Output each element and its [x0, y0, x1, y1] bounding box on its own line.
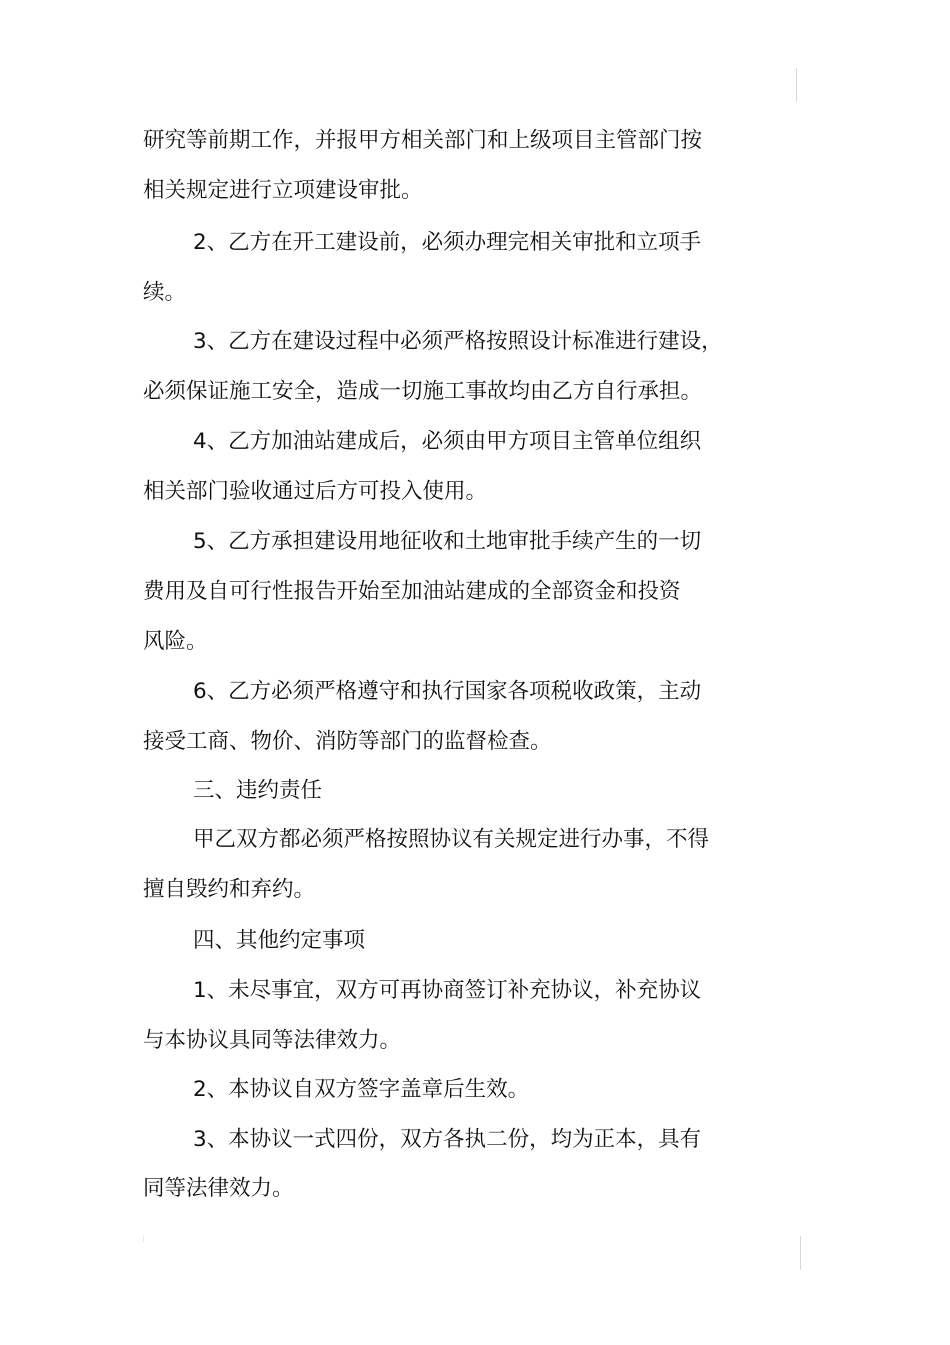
paragraph-line: 必须保证施工安全，造成一切施工事故均由乙方自行承担。	[143, 379, 703, 404]
paragraph-line: 风险。	[143, 629, 208, 654]
page-edge-mark	[796, 68, 797, 102]
paragraph-line: 相关规定进行立项建设审批。	[143, 178, 423, 203]
paragraph-line: 接受工商、物价、消防等部门的监督检查。	[143, 729, 552, 754]
page-edge-mark	[143, 1236, 144, 1242]
paragraph-line: 5、乙方承担建设用地征收和土地审批手续产生的一切	[193, 529, 702, 554]
paragraph-line: 4、乙方加油站建成后，必须由甲方项目主管单位组织	[193, 429, 702, 454]
paragraph-line: 续。	[143, 280, 187, 305]
paragraph-line: 费用及自可行性报告开始至加油站建成的全部资金和投资	[143, 579, 681, 604]
paragraph-line: 与本协议具同等法律效力。	[143, 1028, 402, 1053]
page-edge-mark	[800, 1236, 801, 1270]
section-heading: 三、违约责任	[193, 778, 323, 803]
section-heading: 四、其他约定事项	[193, 928, 366, 953]
paragraph-line: 研究等前期工作，并报甲方相关部门和上级项目主管部门按	[143, 128, 703, 153]
paragraph-line: 6、乙方必须严格遵守和执行国家各项税收政策，主动	[193, 679, 702, 704]
paragraph-line: 甲乙双方都必须严格按照协议有关规定进行办事，不得	[193, 827, 710, 852]
paragraph-line: 1、未尽事宜，双方可再协商签订补充协议，补充协议	[193, 978, 702, 1003]
paragraph-line: 相关部门验收通过后方可投入使用。	[143, 479, 488, 504]
paragraph-line: 3、乙方在建设过程中必须严格按照设计标准进行建设，	[193, 329, 723, 354]
paragraph-line: 2、乙方在开工建设前，必须办理完相关审批和立项手	[193, 230, 702, 255]
paragraph-line: 擅自毁约和弃约。	[143, 877, 316, 902]
paragraph-line: 3、本协议一式四份，双方各执二份，均为正本，具有	[193, 1127, 702, 1152]
paragraph-line: 同等法律效力。	[143, 1176, 294, 1201]
paragraph-line: 2、本协议自双方签字盖章后生效。	[193, 1077, 530, 1102]
